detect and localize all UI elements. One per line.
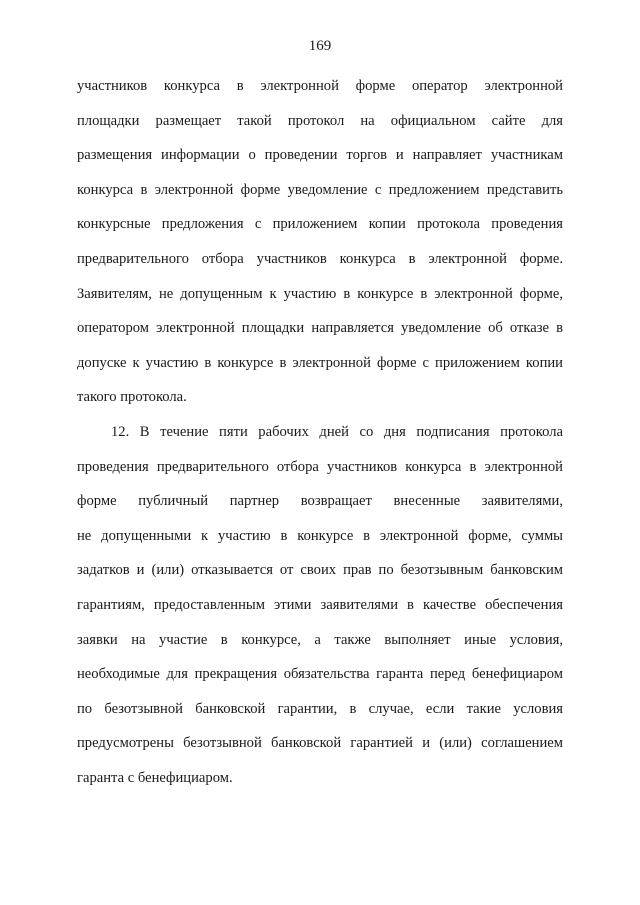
text-line: гаранта с бенефициаром. (77, 769, 233, 786)
text-line: такого протокола. (77, 389, 187, 406)
text-line: площадки размещает такой протокол на официальном сайте для (77, 112, 563, 129)
text-line: участников конкурса в электронной форме оператор электронной (77, 78, 563, 94)
page-number: 169 (308, 38, 332, 54)
text-line: форме публичный партнер возвращает внесенные заявителями, (77, 493, 563, 510)
text-line: оператором электронной площадки направляется уведомление об отказе в (77, 320, 563, 337)
paragraph-1 (77, 69, 563, 415)
text-line: по безотзывной банковской гарантии, в случае, если такие условия (77, 700, 563, 717)
text-line: задатков и (или) отказывается от своих прав по безотзывным банковским (77, 562, 563, 579)
text-line: предусмотрены безотзывной банковской гарантией и (или) соглашением (77, 735, 563, 752)
text-line: не допущенными к участию в конкурсе в электронной форме, суммы (77, 527, 563, 544)
text-line: предварительного отбора участников конкурса в электронной форме. (77, 250, 563, 267)
paragraph-12 (77, 415, 563, 796)
text-line: заявки на участие в конкурсе, а также выполняет иные условия, (77, 631, 563, 648)
text-line: проведения предварительного отбора участников конкурса в электронной (77, 458, 563, 475)
text-line: Заявителям, не допущенным к участию в конкурсе в электронной форме, (77, 285, 563, 302)
text-line: допуске к участию в конкурсе в электронной форме с приложением копии (77, 354, 563, 371)
paragraph-first-line: 12. В течение пяти рабочих дней со дня подписания протокола (111, 424, 563, 440)
text-line: гарантиям, предоставленным этими заявителями в качестве обеспечения (77, 596, 563, 613)
text-line: конкурса в электронной форме уведомление с предложением представить (77, 181, 563, 198)
text-line: размещения информации о проведении торгов и направляет участникам (77, 147, 563, 164)
text-line: необходимые для прекращения обязательства гаранта перед бенефициаром (77, 666, 563, 683)
text-line: конкурсные предложения с приложением копии протокола проведения (77, 216, 563, 233)
